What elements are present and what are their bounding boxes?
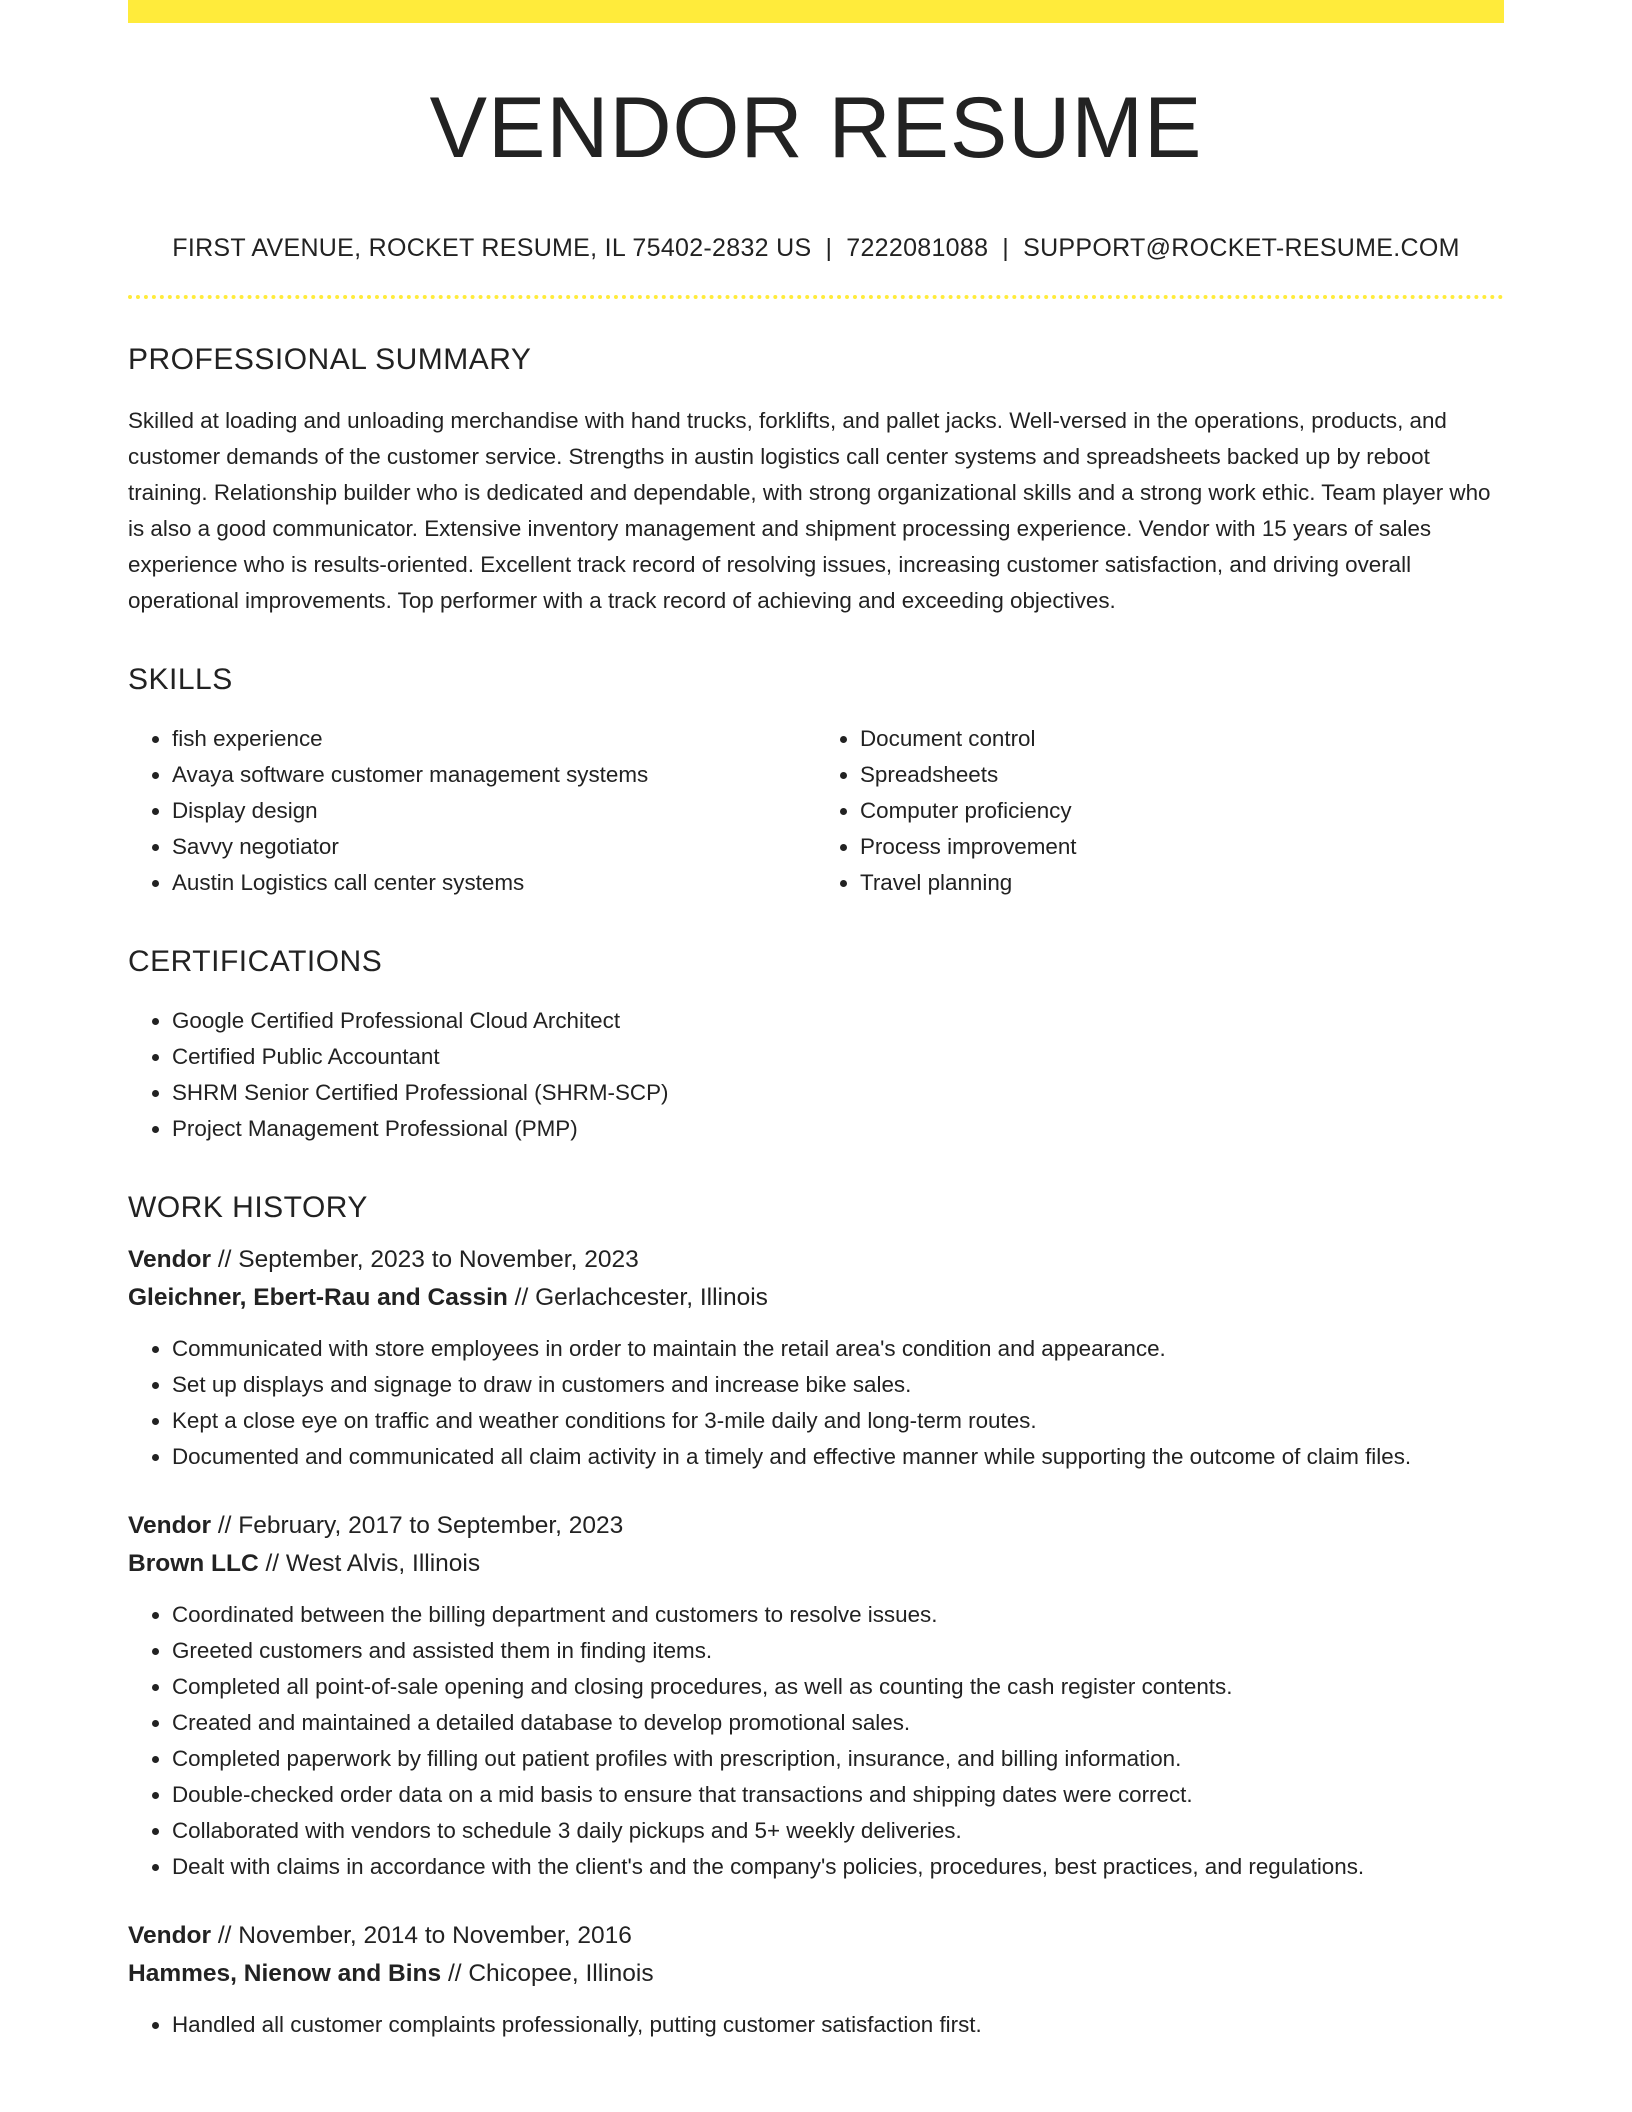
certifications-heading: CERTIFICATIONS xyxy=(128,944,383,978)
certification-item: • Certified Public Accountant xyxy=(172,1039,1504,1075)
job-bullets xyxy=(128,1331,1504,1475)
job-bullet: • Completed paperwork by filling out patient profiles with prescription, insurance, and billing information. xyxy=(172,1741,1504,1777)
job-company-line xyxy=(128,1955,1504,1993)
job-bullet: • Coordinated between the billing department and customers to resolve issues. xyxy=(172,1597,1504,1633)
job-bullet: • Greeted customers and assisted them in finding items. xyxy=(172,1633,1504,1669)
job-bullets xyxy=(128,2007,1504,2043)
job-bullet: • Documented and communicated all claim activity in a timely and effective manner while supporting the outcome of claim files. xyxy=(172,1439,1504,1475)
job-entry xyxy=(128,1507,1504,1885)
job-company-line xyxy=(128,1279,1504,1317)
skill-item: • Savvy negotiator xyxy=(172,829,816,865)
accent-top-bar xyxy=(128,0,1504,23)
job-role-line xyxy=(128,1241,1504,1279)
job-bullets xyxy=(128,1597,1504,1885)
job-company-line xyxy=(128,1545,1504,1583)
certification-item: • SHRM Senior Certified Professional (SHRM-SCP) xyxy=(172,1075,1504,1111)
job-company: Hammes, Nienow and Bins xyxy=(128,1959,442,1987)
certifications-list xyxy=(128,1003,1504,1147)
job-location: // West Alvis, Illinois xyxy=(258,1549,481,1577)
skill-item: • Austin Logistics call center systems xyxy=(172,865,816,901)
job-bullet: • Dealt with claims in accordance with the client's and the company's policies, procedures, best practices, and regulations. xyxy=(172,1849,1504,1885)
resume-title: VENDOR RESUME xyxy=(429,80,1203,176)
job-bullet: • Collaborated with vendors to schedule 3 daily pickups and 5+ weekly deliveries. xyxy=(172,1813,1504,1849)
contact-email: SUPPORT@ROCKET-RESUME.COM xyxy=(1023,233,1460,262)
job-location: // Gerlachcester, Illinois xyxy=(507,1283,768,1311)
skill-item: • Document control xyxy=(860,721,1504,757)
job-bullet: • Created and maintained a detailed database to develop promotional sales. xyxy=(172,1705,1504,1741)
job-company: Brown LLC xyxy=(128,1549,259,1577)
job-location: // Chicopee, Illinois xyxy=(441,1959,654,1987)
skills-grid xyxy=(128,721,1504,901)
contact-address: FIRST AVENUE, ROCKET RESUME, IL 75402-2832 US xyxy=(172,233,812,262)
contact-separator: | xyxy=(1002,233,1010,262)
job-dates: // September, 2023 to November, 2023 xyxy=(211,1245,639,1273)
job-entry xyxy=(128,1241,1504,1475)
skill-item: • Avaya software customer management systems xyxy=(172,757,816,793)
job-dates: // February, 2017 to September, 2023 xyxy=(211,1511,624,1539)
skill-item: • Spreadsheets xyxy=(860,757,1504,793)
skills-list-right xyxy=(816,721,1504,901)
summary-heading: PROFESSIONAL SUMMARY xyxy=(128,342,532,376)
resume-page xyxy=(128,0,1504,2043)
job-dates: // November, 2014 to November, 2016 xyxy=(211,1921,632,1949)
work-history-heading: WORK HISTORY xyxy=(128,1190,368,1224)
dotted-divider xyxy=(128,295,1504,299)
summary-text: Skilled at loading and unloading merchandise with hand trucks, forklifts, and pallet jacks. Well-versed in the operations, products, and customer demands of the customer service. Strengths in austin logistics call center systems and spreadsheets backed up by reboot training. Relationship builder who is dedicated and dependable, with strong organizational skills and a strong work ethic. Team player who is also a good communicator. Extensive inventory management and shipment processing experience. Vendor with 15 years of sales experience who is results-oriented. Excellent track record of resolving issues, increasing customer satisfaction, and driving overall operational improvements. Top performer with a track record of achieving and exceeding objectives. xyxy=(128,407,1491,613)
contact-phone: 7222081088 xyxy=(846,233,989,262)
job-role: Vendor xyxy=(128,1511,212,1539)
certification-item: • Google Certified Professional Cloud Architect xyxy=(172,1003,1504,1039)
job-bullet: • Handled all customer complaints professionally, putting customer satisfaction first. xyxy=(172,2007,1504,2043)
job-entry xyxy=(128,1917,1504,2043)
job-role: Vendor xyxy=(128,1921,212,1949)
job-role-line xyxy=(128,1917,1504,1955)
skill-item: • Process improvement xyxy=(860,829,1504,865)
skill-item: • fish experience xyxy=(172,721,816,757)
skill-item: • Travel planning xyxy=(860,865,1504,901)
skill-item: • Display design xyxy=(172,793,816,829)
job-company: Gleichner, Ebert-Rau and Cassin xyxy=(128,1283,508,1311)
job-role: Vendor xyxy=(128,1245,212,1273)
skill-item: • Computer proficiency xyxy=(860,793,1504,829)
job-bullet: • Kept a close eye on traffic and weather conditions for 3-mile daily and long-term routes. xyxy=(172,1403,1504,1439)
job-bullet: • Double-checked order data on a mid basis to ensure that transactions and shipping dates were correct. xyxy=(172,1777,1504,1813)
job-bullet: • Set up displays and signage to draw in customers and increase bike sales. xyxy=(172,1367,1504,1403)
certification-item: • Project Management Professional (PMP) xyxy=(172,1111,1504,1147)
job-bullet: • Communicated with store employees in order to maintain the retail area's condition and appearance. xyxy=(172,1331,1504,1367)
skills-list-left xyxy=(128,721,816,901)
job-bullet: • Completed all point-of-sale opening and closing procedures, as well as counting the cash register contents. xyxy=(172,1669,1504,1705)
skills-heading: SKILLS xyxy=(128,662,233,696)
contact-line xyxy=(128,234,1504,263)
job-role-line xyxy=(128,1507,1504,1545)
contact-separator: | xyxy=(825,233,833,262)
